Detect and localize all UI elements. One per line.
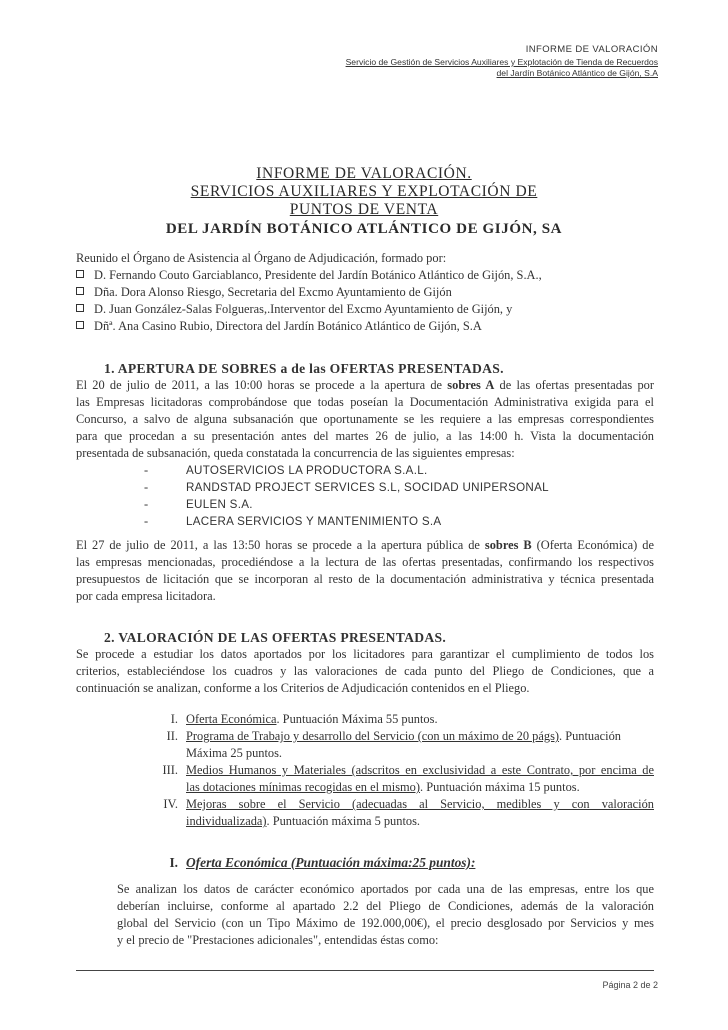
criterion-item: Mejoras sobre el Servicio (adecuadas al Servicio, medibles y con valoración [186, 797, 654, 811]
dash-bullet: - [144, 497, 149, 511]
member-item: Dñª. Ana Casino Rubio, Directora del Jardín Botánico Atlántico de Gijón, S.A [76, 319, 482, 334]
paragraph-line: Se procede a estudiar los datos aportados por los licitadores para garantizar el cumplimiento de todos los [76, 647, 654, 661]
document-title-line4: DEL JARDÍN BOTÁNICO ATLÁNTICO DE GIJÓN, SA [165, 221, 563, 237]
company-item: AUTOSERVICIOS LA PRODUCTORA S.A.L. [186, 464, 428, 477]
dash-bullet: - [144, 463, 149, 477]
paragraph-line: global del Servicio (con un Tipo Máximo de 192.000,00€), el precio desglosado por Servicios y mes [117, 916, 654, 930]
criterion-item: Oferta Económica. Puntuación Máxima 55 puntos. [186, 712, 438, 726]
criterion-item-continued: las dotaciones mínimas recogidas en el mismo). Puntuación máxima 15 puntos. [186, 780, 580, 794]
member-item: Dña. Dora Alonso Riesgo, Secretaria del Excmo Ayuntamiento de Gijón [76, 285, 452, 300]
paragraph-line: y el precio de "Prestaciones adicionales", entendidas éstas como: [117, 933, 439, 947]
company-item: RANDSTAD PROJECT SERVICES S.L, SOCIDAD UNIPERSONAL [186, 481, 549, 494]
criterion-item-continued: Máxima 25 puntos. [186, 746, 283, 760]
paragraph-line: para que procedan a su presentación antes del martes 26 de julio, a las 14:00 h. Vista la documentación [76, 429, 654, 443]
intro-text: Reunido el Órgano de Asistencia al Órgano de Adjudicación, formado por: [76, 251, 447, 265]
paragraph-line: Se analizan los datos de carácter económico aportados por cada una de las empresas, entre los que [117, 882, 654, 896]
footer-divider [76, 970, 654, 971]
member-item: D. Fernando Couto Garciablanco, Presidente del Jardín Botánico Atlántico de Gijón, S.A., [76, 268, 542, 283]
dash-bullet: - [144, 480, 149, 494]
header-subtitle-line2: del Jardín Botánico Atlántico de Gijón, S.A [496, 68, 658, 78]
criterion-item-continued: individualizada). Puntuación máxima 5 puntos. [186, 814, 421, 828]
paragraph-line: deberían incluirse, conforme al apartado 2.2 del Pliego de Condiciones, además de la valoración [117, 899, 654, 913]
header-subtitle-line1: Servicio de Gestión de Servicios Auxiliares y Explotación de Tienda de Recuerdos [345, 57, 658, 67]
checkbox-bullet-icon [76, 321, 84, 329]
criterion-number: III. [162, 763, 178, 777]
section2-heading: 2. VALORACIÓN DE LAS OFERTAS PRESENTADAS. [104, 630, 447, 645]
dash-bullet: - [144, 514, 149, 528]
checkbox-bullet-icon [76, 287, 84, 295]
paragraph-line: las empresas mencionadas, procediéndose a la lectura de las ofertas presentadas, confirmando los respectivos [76, 555, 654, 569]
page-number: Página 2 de 2 [602, 980, 658, 990]
company-item: LACERA SERVICIOS Y MANTENIMIENTO S.A [186, 515, 442, 528]
criterion-number: IV. [163, 797, 178, 811]
checkbox-bullet-icon [76, 304, 84, 312]
paragraph-line: El 27 de julio de 2011, a las 13:50 horas se procede a la apertura pública de sobres B (Oferta Económica) de [76, 538, 654, 552]
criterion-number: II. [166, 729, 178, 743]
document-title-line2: SERVICIOS AUXILIARES Y EXPLOTACIÓN DE [190, 183, 538, 200]
document-title-line1: INFORME DE VALORACIÓN. [256, 165, 472, 182]
section1-heading: 1. APERTURA DE SOBRES a de las OFERTAS PRESENTADAS. [104, 361, 504, 376]
subsection-heading: Oferta Económica (Puntuación máxima:25 puntos): [186, 855, 476, 870]
paragraph-line: continuación se analizan, conforme a los Criterios de Adjudicación contenidos en el Pliego. [76, 681, 530, 695]
paragraph-line: presupuestos de licitación que se incorporan al resto de la documentación administrativa y técnica presentada [76, 572, 654, 586]
company-item: EULEN S.A. [186, 498, 253, 511]
paragraph-line: criterios, estableciéndose los cuadros y las valoraciones de cada punto del Pliego de Condiciones, que a [76, 664, 654, 678]
criterion-item: Programa de Trabajo y desarrollo del Servicio (con un máximo de 20 págs). Puntuación [186, 729, 621, 743]
member-item: D. Juan González-Salas Folgueras,.Interventor del Excmo Ayuntamiento de Gijón, y [76, 302, 512, 317]
header-title: INFORME DE VALORACIÓN [525, 44, 658, 55]
criterion-item: Medios Humanos y Materiales (adscritos en exclusividad a este Contrato, por encima de [186, 763, 654, 777]
subsection-number: I. [169, 855, 178, 870]
criterion-number: I. [170, 712, 178, 726]
paragraph-line: por cada empresa licitadora. [76, 589, 216, 603]
paragraph-line: El 20 de julio de 2011, a las 10:00 horas se procede a la apertura de sobres A de las ofertas presentadas por [76, 378, 654, 392]
paragraph-line: las Empresas licitadoras comprobándose que todas poseían la Documentación Administrativa exigida para el [76, 395, 654, 409]
checkbox-bullet-icon [76, 270, 84, 278]
document-title-line3: PUNTOS DE VENTA [289, 201, 439, 218]
paragraph-line: presentada de subsanación, queda constatada la concurrencia de las siguientes empresas: [76, 446, 515, 460]
paragraph-line: Concurso, a salvo de alguna subsanación que oportunamente se les requiere a las empresas correspondientes [76, 412, 654, 426]
